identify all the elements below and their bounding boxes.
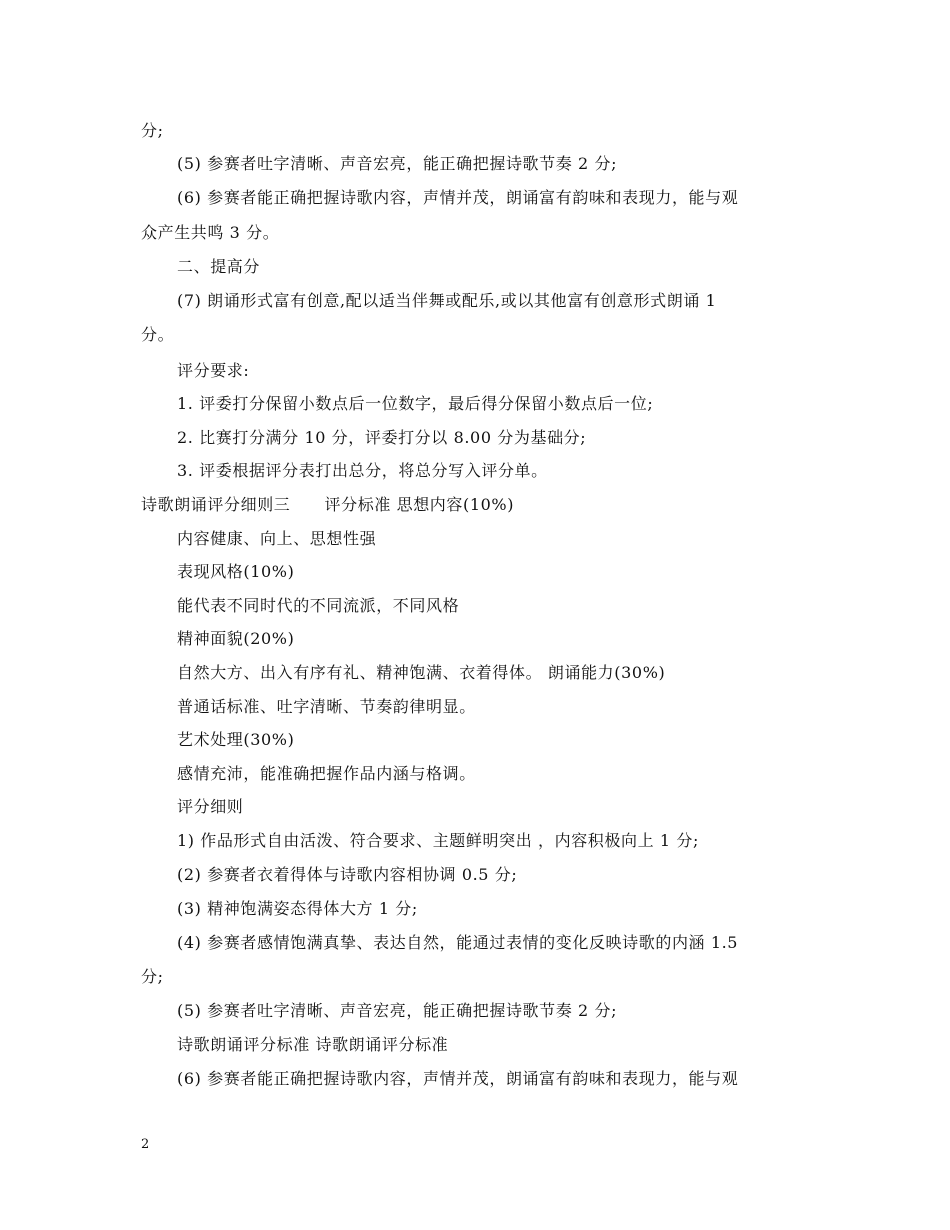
text-line-18: 普通话标准、吐字清晰、节奏韵律明显。: [177, 697, 476, 716]
text-line-15: 能代表不同时代的不同流派，不同风格: [177, 596, 460, 615]
text-line-3: (6) 参赛者能正确把握诗歌内容，声情并茂，朗诵富有韵味和表现力，能与观: [177, 188, 739, 207]
text-line-26: 分;: [141, 967, 164, 986]
text-line-14: 表现风格(10%): [177, 562, 295, 581]
text-line-28: 诗歌朗诵评分标准 诗歌朗诵评分标准: [177, 1035, 449, 1054]
section-heading-details: 评分细则: [177, 797, 244, 816]
text-line-16: 精神面貌(20%): [177, 629, 295, 648]
text-line-23: (2) 参赛者衣着得体与诗歌内容相协调 0.5 分;: [177, 865, 518, 884]
text-line-25: (4) 参赛者感情饱满真挚、表达自然，能通过表情的变化反映诗歌的内涵 1.5: [177, 933, 739, 952]
section-heading-bonus: 二、提高分: [177, 257, 261, 276]
text-line-9: 1. 评委打分保留小数点后一位数字，最后得分保留小数点后一位;: [177, 394, 654, 413]
section-heading-requirements: 评分要求:: [177, 361, 250, 380]
text-line-2: (5) 参赛者吐字清晰、声音宏亮，能正确把握诗歌节奏 2 分;: [177, 154, 618, 173]
text-line-27: (5) 参赛者吐字清晰、声音宏亮，能正确把握诗歌节奏 2 分;: [177, 1001, 618, 1020]
text-line-29: (6) 参赛者能正确把握诗歌内容，声情并茂，朗诵富有韵味和表现力，能与观: [177, 1069, 739, 1088]
section-heading-rules-three: 诗歌朗诵评分细则三 评分标准 思想内容(10%): [141, 495, 515, 514]
text-line-7: 分。: [141, 325, 175, 344]
page-number: 2: [141, 1137, 150, 1152]
text-line-6: (7) 朗诵形式富有创意,配以适当伴舞或配乐,或以其他富有创意形式朗诵 1: [177, 291, 717, 310]
text-line-1: 分;: [141, 121, 164, 140]
text-line-11: 3. 评委根据评分表打出总分，将总分写入评分单。: [177, 461, 548, 480]
text-line-20: 感情充沛，能准确把握作品内涵与格调。: [177, 764, 476, 783]
text-line-10: 2. 比赛打分满分 10 分，评委打分以 8.00 分为基础分;: [177, 428, 587, 447]
text-line-4: 众产生共鸣 3 分。: [141, 223, 280, 242]
text-line-13: 内容健康、向上、思想性强: [177, 529, 377, 548]
text-line-19: 艺术处理(30%): [177, 730, 295, 749]
text-line-24: (3) 精神饱满姿态得体大方 1 分;: [177, 899, 418, 918]
text-line-17: 自然大方、出入有序有礼、精神饱满、衣着得体。 朗诵能力(30%): [177, 663, 666, 682]
text-line-22: 1) 作品形式自由活泼、符合要求、主题鲜明突出 ，内容积极向上 1 分;: [177, 831, 699, 850]
